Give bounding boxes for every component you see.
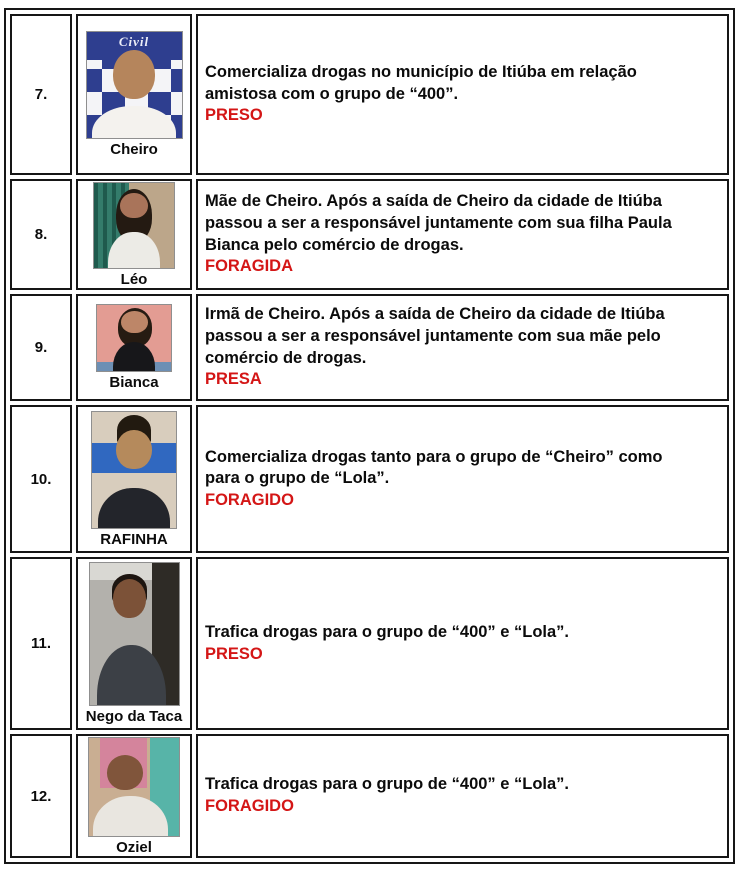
table-row — [10, 557, 729, 730]
face — [107, 755, 143, 790]
description-cell — [196, 405, 729, 553]
description-cell — [196, 294, 729, 401]
row-number: 12. — [30, 787, 52, 805]
face — [113, 579, 147, 619]
photo-cell — [76, 557, 192, 730]
face — [116, 430, 151, 469]
photo-cell — [76, 179, 192, 290]
suspect-photo — [91, 411, 177, 529]
photo-cell — [76, 405, 192, 553]
suspect-photo — [86, 31, 183, 139]
face — [120, 193, 147, 219]
row-number: 8. — [34, 226, 48, 243]
photo-backdrop-text: Civil — [87, 32, 182, 60]
row-number: 7. — [34, 86, 48, 103]
table-row — [10, 179, 729, 290]
description-line: Comercializa drogas tanto para o grupo de “Cheiro” como — [205, 447, 663, 466]
face — [121, 311, 148, 333]
description-text — [205, 622, 723, 644]
suspect-photo — [96, 304, 172, 372]
description-text — [205, 62, 723, 105]
status-label: PRESA — [205, 370, 262, 389]
suspects-table — [4, 8, 735, 864]
photo-cell — [76, 14, 192, 175]
description-text — [205, 774, 723, 796]
row-number-cell — [10, 557, 72, 730]
photo-cell — [76, 734, 192, 858]
description-line: Comercializa drogas no município de Itiúba em relação — [205, 63, 637, 82]
table-row — [10, 14, 729, 175]
suspect-name: Oziel — [116, 838, 152, 856]
description-cell — [196, 734, 729, 858]
description-line: Trafica drogas para o grupo de “400” e “Lola”. — [205, 775, 570, 794]
row-number-cell — [10, 405, 72, 553]
suspect-name: RAFINHA — [100, 530, 168, 548]
table-row — [10, 734, 729, 858]
description-cell — [196, 179, 729, 290]
suspect-name: Bianca — [109, 374, 159, 391]
status-label: PRESO — [205, 106, 263, 125]
description-line: Irmã de Cheiro. Após a saída de Cheiro da cidade de Itiúba — [205, 305, 665, 324]
row-number-cell — [10, 734, 72, 858]
row-number-cell — [10, 14, 72, 175]
description-line: passou a ser a responsável juntamente com sua filha Paula — [205, 213, 672, 232]
row-number-cell — [10, 294, 72, 401]
table-row — [10, 294, 729, 401]
suspects-table-body — [10, 14, 729, 858]
suspect-name: Léo — [120, 270, 148, 288]
row-number-cell — [10, 179, 72, 290]
status-label: FORAGIDO — [205, 490, 294, 509]
description-cell — [196, 557, 729, 730]
suspect-photo — [93, 182, 175, 269]
table-row — [10, 405, 729, 553]
description-line: Bianca pelo comércio de drogas. — [205, 235, 464, 254]
photo-cell — [76, 294, 192, 401]
description-cell — [196, 14, 729, 175]
status-label: PRESO — [205, 644, 263, 663]
description-line: Mãe de Cheiro. Após a saída de Cheiro da cidade de Itiúba — [205, 192, 662, 211]
suspect-photo — [89, 562, 180, 706]
description-text — [205, 447, 723, 490]
description-line: Trafica drogas para o grupo de “400” e “Lola”. — [205, 622, 570, 641]
status-label: FORAGIDA — [205, 257, 293, 276]
status-label: FORAGIDO — [205, 797, 294, 815]
description-text — [205, 304, 723, 369]
row-number: 11. — [30, 635, 52, 652]
face — [113, 50, 155, 99]
suspect-name: Cheiro — [110, 141, 158, 158]
description-text — [205, 191, 723, 256]
description-line: comércio de drogas. — [205, 348, 367, 367]
row-number: 10. — [30, 470, 52, 488]
description-line: amistosa com o grupo de “400”. — [205, 84, 459, 103]
description-line: para o grupo de “Lola”. — [205, 469, 390, 488]
description-line: passou a ser a responsável juntamente com sua mãe pelo — [205, 326, 661, 345]
suspect-name: Nego da Taca — [85, 708, 183, 725]
row-number: 9. — [34, 339, 48, 356]
suspect-photo — [88, 737, 180, 837]
